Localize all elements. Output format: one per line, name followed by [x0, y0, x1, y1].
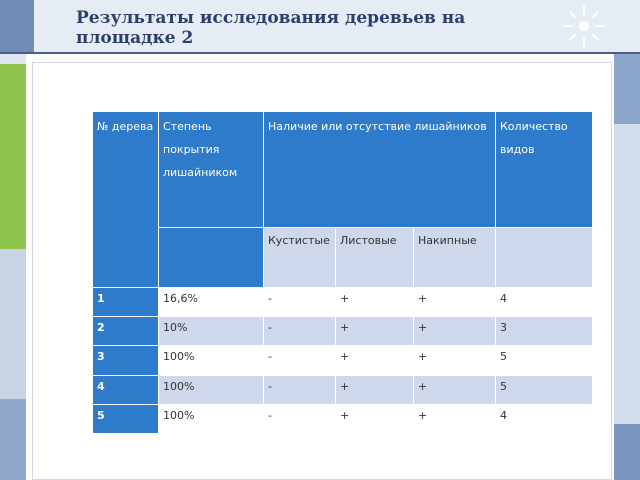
species-count-cell: 4: [496, 288, 593, 317]
crustose-cell: +: [414, 404, 496, 433]
bushy-cell: -: [264, 288, 336, 317]
header-coverage-blank: [159, 227, 264, 287]
leafy-cell: +: [336, 404, 414, 433]
bushy-cell: -: [264, 317, 336, 346]
table-row: [93, 375, 593, 404]
leafy-cell: +: [336, 317, 414, 346]
left-green-strip: [0, 64, 26, 249]
sparkle-icon: [560, 2, 608, 50]
coverage-cell: 100%: [159, 375, 264, 404]
coverage-cell: 16,6%: [159, 288, 264, 317]
table-row: [93, 317, 593, 346]
bushy-cell: -: [264, 404, 336, 433]
crustose-cell: +: [414, 288, 496, 317]
header-tree-number: № дерева: [93, 112, 159, 288]
corner-block: [0, 0, 34, 52]
tree-number: 5: [93, 404, 159, 433]
tree-number: 4: [93, 375, 159, 404]
header-species-count: Количество видов: [496, 112, 593, 228]
header-coverage: Степень покрытия лишайником: [159, 112, 264, 228]
left-strip: [0, 399, 26, 480]
species-count-cell: 5: [496, 375, 593, 404]
right-strip: [614, 54, 640, 124]
right-strip: [614, 424, 640, 480]
table-row: [93, 404, 593, 433]
right-strip: [614, 124, 640, 424]
leafy-cell: +: [336, 288, 414, 317]
results-table: [92, 111, 593, 434]
subheader-bushy: Кустистые: [264, 227, 336, 287]
header-lichen-presence: Наличие или отсутствие лишайников: [264, 112, 496, 228]
tree-number: 3: [93, 346, 159, 375]
title-divider: [0, 52, 640, 54]
subheader-count-blank: [496, 227, 593, 287]
tree-number: 2: [93, 317, 159, 346]
subheader-leafy: Листовые: [336, 227, 414, 287]
leafy-cell: +: [336, 346, 414, 375]
tree-number: 1: [93, 288, 159, 317]
species-count-cell: 4: [496, 404, 593, 433]
species-count-cell: 5: [496, 346, 593, 375]
species-count-cell: 3: [496, 317, 593, 346]
table-row: [93, 288, 593, 317]
crustose-cell: +: [414, 317, 496, 346]
coverage-cell: 10%: [159, 317, 264, 346]
bushy-cell: -: [264, 346, 336, 375]
crustose-cell: +: [414, 375, 496, 404]
coverage-cell: 100%: [159, 404, 264, 433]
table-row: [93, 346, 593, 375]
coverage-cell: 100%: [159, 346, 264, 375]
crustose-cell: +: [414, 346, 496, 375]
bushy-cell: -: [264, 375, 336, 404]
page-title: Результаты исследования деревьев на площадке 2: [76, 8, 466, 48]
leafy-cell: +: [336, 375, 414, 404]
left-strip: [0, 249, 26, 399]
subheader-crustose: Накипные: [414, 227, 496, 287]
